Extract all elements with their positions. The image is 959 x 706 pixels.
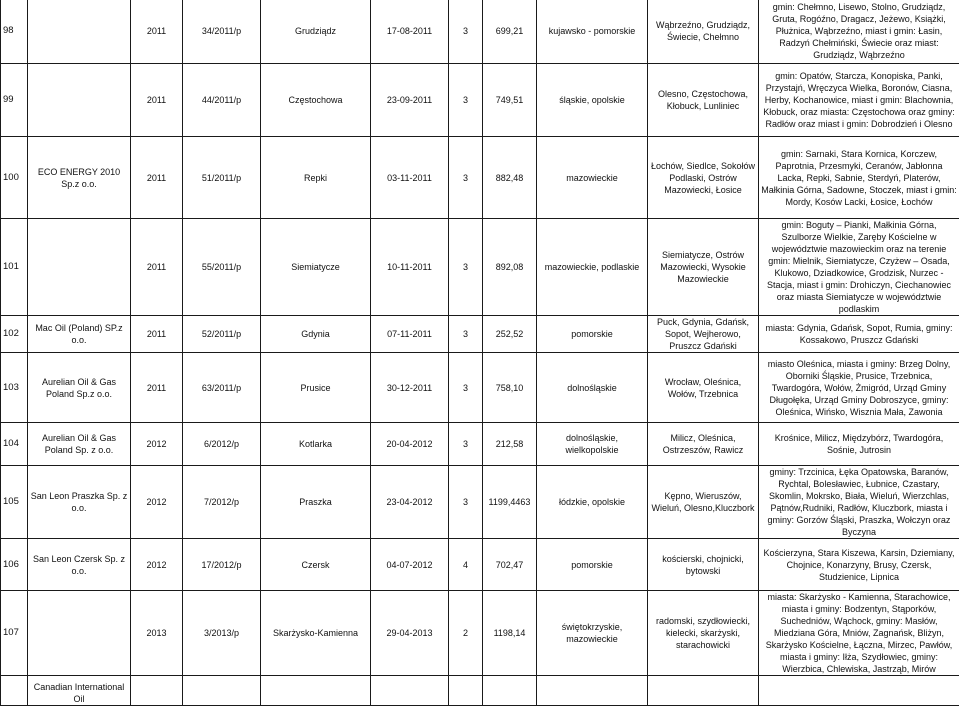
concession-name-cell: Prusice — [261, 353, 371, 423]
issue-date-cell: 30-12-2011 — [371, 353, 449, 423]
issue-date-cell: 23-09-2011 — [371, 64, 449, 137]
year-cell — [131, 676, 183, 706]
duration-years-cell: 3 — [449, 353, 483, 423]
license-number-cell: 17/2012/p — [183, 539, 261, 591]
concession-name-cell: Repki — [261, 137, 371, 219]
voivodeship-cell: mazowieckie — [537, 137, 648, 219]
communes-cell: miasto Oleśnica, miasta i gminy: Brzeg Dolny, Oborniki Śląskie, Prusice, Trzebnica, Twardogóra, Wołów, Żmigród, Urząd Gminy Długołęka, Urząd Gminy Dobroszyce, gminy: Oleśnica, Wińsko, Wisznia Mała, Zawonia — [759, 353, 959, 423]
license-number-cell: 63/2011/p — [183, 353, 261, 423]
license-number-cell: 7/2012/p — [183, 466, 261, 539]
year-cell: 2012 — [131, 539, 183, 591]
row-number-cell: 107 — [1, 591, 28, 676]
concession-name-cell: Gdynia — [261, 316, 371, 353]
duration-years-cell: 2 — [449, 591, 483, 676]
communes-cell: gmin: Boguty – Pianki, Małkinia Górna, Szulborze Wielkie, Zaręby Kościelne w województwie mazowieckim oraz na terenie gmin: Mielnik, Siemiatycze, Czyżew – Osada, Klukowo, Dziadkowice, Grodzisk, Nurzec - Stacja, miast i gmin: Drohiczyn, Ciechanowiec oraz miasta Siemiatycze w województwie podlaskim — [759, 219, 959, 316]
communes-cell: gminy: Trzcinica, Łęka Opatowska, Baranów, Rychtal, Bolesławiec, Łubnice, Czastary, Skomlin, Mokrsko, Biała, Wieluń, Wierzchlas, Pątnów,Rudniki, Radłów, Kluczbork, miasta i gminy: Gorzów Śląski, Praszka, Wołczyn oraz Byczyna — [759, 466, 959, 539]
year-cell: 2011 — [131, 137, 183, 219]
row-number-cell: 106 — [1, 539, 28, 591]
company-name-cell: Aurelian Oil & Gas Poland Sp. z o.o. — [28, 423, 131, 466]
row-number-cell: 104 — [1, 423, 28, 466]
area-km2-cell: 702,47 — [483, 539, 537, 591]
company-name-cell — [28, 219, 131, 316]
issue-date-cell: 03-11-2011 — [371, 137, 449, 219]
row-number-cell: 100 — [1, 137, 28, 219]
area-km2-cell: 212,58 — [483, 423, 537, 466]
table-row — [1, 316, 959, 353]
counties-cell: Wąbrzeźno, Grudziądz, Świecie, Chełmno — [648, 0, 759, 64]
table-row — [1, 591, 959, 676]
license-number-cell — [183, 676, 261, 706]
issue-date-cell: 29-04-2013 — [371, 591, 449, 676]
license-number-cell: 34/2011/p — [183, 0, 261, 64]
year-cell: 2012 — [131, 466, 183, 539]
company-name-cell: San Leon Praszka Sp. z o.o. — [28, 466, 131, 539]
row-number-cell: 102 — [1, 316, 28, 353]
license-number-cell: 6/2012/p — [183, 423, 261, 466]
concession-name-cell: Praszka — [261, 466, 371, 539]
company-name-cell: Canadian International Oil — [28, 676, 131, 706]
issue-date-cell — [371, 676, 449, 706]
license-number-cell: 3/2013/p — [183, 591, 261, 676]
license-number-cell: 55/2011/p — [183, 219, 261, 316]
issue-date-cell: 17-08-2011 — [371, 0, 449, 64]
year-cell: 2011 — [131, 353, 183, 423]
license-number-cell: 52/2011/p — [183, 316, 261, 353]
counties-cell: Siemiatycze, Ostrów Mazowiecki, Wysokie Mazowieckie — [648, 219, 759, 316]
year-cell: 2013 — [131, 591, 183, 676]
license-number-cell: 44/2011/p — [183, 64, 261, 137]
table-row — [1, 219, 959, 316]
issue-date-cell: 07-11-2011 — [371, 316, 449, 353]
voivodeship-cell: świętokrzyskie, mazowieckie — [537, 591, 648, 676]
communes-cell: gmin: Chełmno, Lisewo, Stolno, Grudziądz, Gruta, Rogóźno, Dragacz, Jeżewo, Książki, Płużnica, Wąbrzeźno, miast i gmin: Łasin, Radzyń Chełmiński, Świecie oraz miast: Grudziądz, Wąbrzeźno — [759, 0, 959, 64]
company-name-cell — [28, 591, 131, 676]
counties-cell: Kępno, Wieruszów, Wieluń, Olesno,Kluczbork — [648, 466, 759, 539]
communes-cell — [759, 676, 959, 706]
issue-date-cell: 23-04-2012 — [371, 466, 449, 539]
counties-cell: radomski, szydłowiecki, kielecki, skarżyski, starachowicki — [648, 591, 759, 676]
counties-cell — [648, 676, 759, 706]
communes-cell: miasta: Gdynia, Gdańsk, Sopot, Rumia, gminy: Kossakowo, Pruszcz Gdański — [759, 316, 959, 353]
duration-years-cell: 3 — [449, 316, 483, 353]
duration-years-cell: 3 — [449, 0, 483, 64]
duration-years-cell: 3 — [449, 466, 483, 539]
communes-cell: Krośnice, Milicz, Międzybórz, Twardogóra, Sośnie, Jutrosin — [759, 423, 959, 466]
communes-cell: gmin: Sarnaki, Stara Kornica, Korczew, Paprotnia, Przesmyki, Ceranów, Jabłonna Lacka, Repki, Sabnie, Sterdyń, Platerów, Małkinia Górna, Sadowne, Stoczek, miast i gmin: Mordy, Kosów Lacki, Łosice, Łochów — [759, 137, 959, 219]
area-km2-cell: 1198,14 — [483, 591, 537, 676]
duration-years-cell: 3 — [449, 219, 483, 316]
license-number-cell: 51/2011/p — [183, 137, 261, 219]
table-row — [1, 676, 959, 706]
counties-cell: Wrocław, Oleśnica, Wołów, Trzebnica — [648, 353, 759, 423]
duration-years-cell: 4 — [449, 539, 483, 591]
voivodeship-cell: łódzkie, opolskie — [537, 466, 648, 539]
company-name-cell — [28, 0, 131, 64]
area-km2-cell: 758,10 — [483, 353, 537, 423]
area-km2-cell: 749,51 — [483, 64, 537, 137]
year-cell: 2012 — [131, 423, 183, 466]
counties-cell: kościerski, chojnicki, bytowski — [648, 539, 759, 591]
year-cell: 2011 — [131, 219, 183, 316]
area-km2-cell: 252,52 — [483, 316, 537, 353]
table-row — [1, 353, 959, 423]
issue-date-cell: 10-11-2011 — [371, 219, 449, 316]
company-name-cell: ECO ENERGY 2010 Sp.z o.o. — [28, 137, 131, 219]
area-km2-cell — [483, 676, 537, 706]
voivodeship-cell — [537, 676, 648, 706]
concession-name-cell: Kotlarka — [261, 423, 371, 466]
communes-cell: miasta: Skarżysko - Kamienna, Starachowice, miasta i gminy: Bodzentyn, Stąporków, Suchedniów, Wąchock, gminy: Masłów, Miedziana Góra, Mniów, Zagnańsk, Bliżyn, Skarżysko Kościelne, Łączna, Mirzec, Pawłów, miasta i gminy: Iłża, Szydłowiec, gminy: Wierzbica, Chlewiska, Jastrząb, Mirów — [759, 591, 959, 676]
area-km2-cell: 1199,4463 — [483, 466, 537, 539]
duration-years-cell: 3 — [449, 64, 483, 137]
concession-name-cell: Częstochowa — [261, 64, 371, 137]
concession-name-cell: Skarżysko-Kamienna — [261, 591, 371, 676]
table-row — [1, 423, 959, 466]
row-number-cell: 105 — [1, 466, 28, 539]
voivodeship-cell: pomorskie — [537, 316, 648, 353]
row-number-cell: 98 — [1, 0, 28, 64]
company-name-cell: San Leon Czersk Sp. z o.o. — [28, 539, 131, 591]
duration-years-cell: 3 — [449, 137, 483, 219]
year-cell: 2011 — [131, 316, 183, 353]
counties-cell: Łochów, Siedlce, Sokołów Podlaski, Ostrów Mazowiecki, Łosice — [648, 137, 759, 219]
concession-name-cell — [261, 676, 371, 706]
year-cell: 2011 — [131, 0, 183, 64]
concession-name-cell: Siemiatycze — [261, 219, 371, 316]
table-row — [1, 539, 959, 591]
voivodeship-cell: dolnośląskie, wielkopolskie — [537, 423, 648, 466]
counties-cell: Puck, Gdynia, Gdańsk, Sopot, Wejherowo, Pruszcz Gdański — [648, 316, 759, 353]
company-name-cell — [28, 64, 131, 137]
duration-years-cell: 3 — [449, 423, 483, 466]
issue-date-cell: 20-04-2012 — [371, 423, 449, 466]
company-name-cell: Aurelian Oil & Gas Poland Sp.z o.o. — [28, 353, 131, 423]
communes-cell: Kościerzyna, Stara Kiszewa, Karsin, Dziemiany, Chojnice, Konarzyny, Brusy, Czersk, Studzienice, Lipnica — [759, 539, 959, 591]
table-body — [1, 0, 959, 706]
communes-cell: gmin: Opatów, Starcza, Konopiska, Panki, Przystajń, Wręczyca Wielka, Boronów, Ciasna, Herby, Kochanowice, miast i gmin: Blachownia, Kłobuck, oraz miasta: Częstochowa oraz gminy: Radłów oraz miast i gmin: Dobrodzień i Olesno — [759, 64, 959, 137]
year-cell: 2011 — [131, 64, 183, 137]
voivodeship-cell: kujawsko - pomorskie — [537, 0, 648, 64]
concession-name-cell: Czersk — [261, 539, 371, 591]
voivodeship-cell: mazowieckie, podlaskie — [537, 219, 648, 316]
row-number-cell: 101 — [1, 219, 28, 316]
voivodeship-cell: dolnośląskie — [537, 353, 648, 423]
concession-name-cell: Grudziądz — [261, 0, 371, 64]
table-row — [1, 466, 959, 539]
table-row — [1, 64, 959, 137]
row-number-cell — [1, 676, 28, 706]
voivodeship-cell: śląskie, opolskie — [537, 64, 648, 137]
voivodeship-cell: pomorskie — [537, 539, 648, 591]
area-km2-cell: 882,48 — [483, 137, 537, 219]
company-name-cell: Mac Oil (Poland) SP.z o.o. — [28, 316, 131, 353]
area-km2-cell: 892,08 — [483, 219, 537, 316]
issue-date-cell: 04-07-2012 — [371, 539, 449, 591]
duration-years-cell — [449, 676, 483, 706]
counties-cell: Milicz, Oleśnica, Ostrzeszów, Rawicz — [648, 423, 759, 466]
row-number-cell: 103 — [1, 353, 28, 423]
area-km2-cell: 699,21 — [483, 0, 537, 64]
counties-cell: Olesno, Częstochowa, Kłobuck, Lunliniec — [648, 64, 759, 137]
row-number-cell: 99 — [1, 64, 28, 137]
table-row — [1, 0, 959, 64]
table-row — [1, 137, 959, 219]
